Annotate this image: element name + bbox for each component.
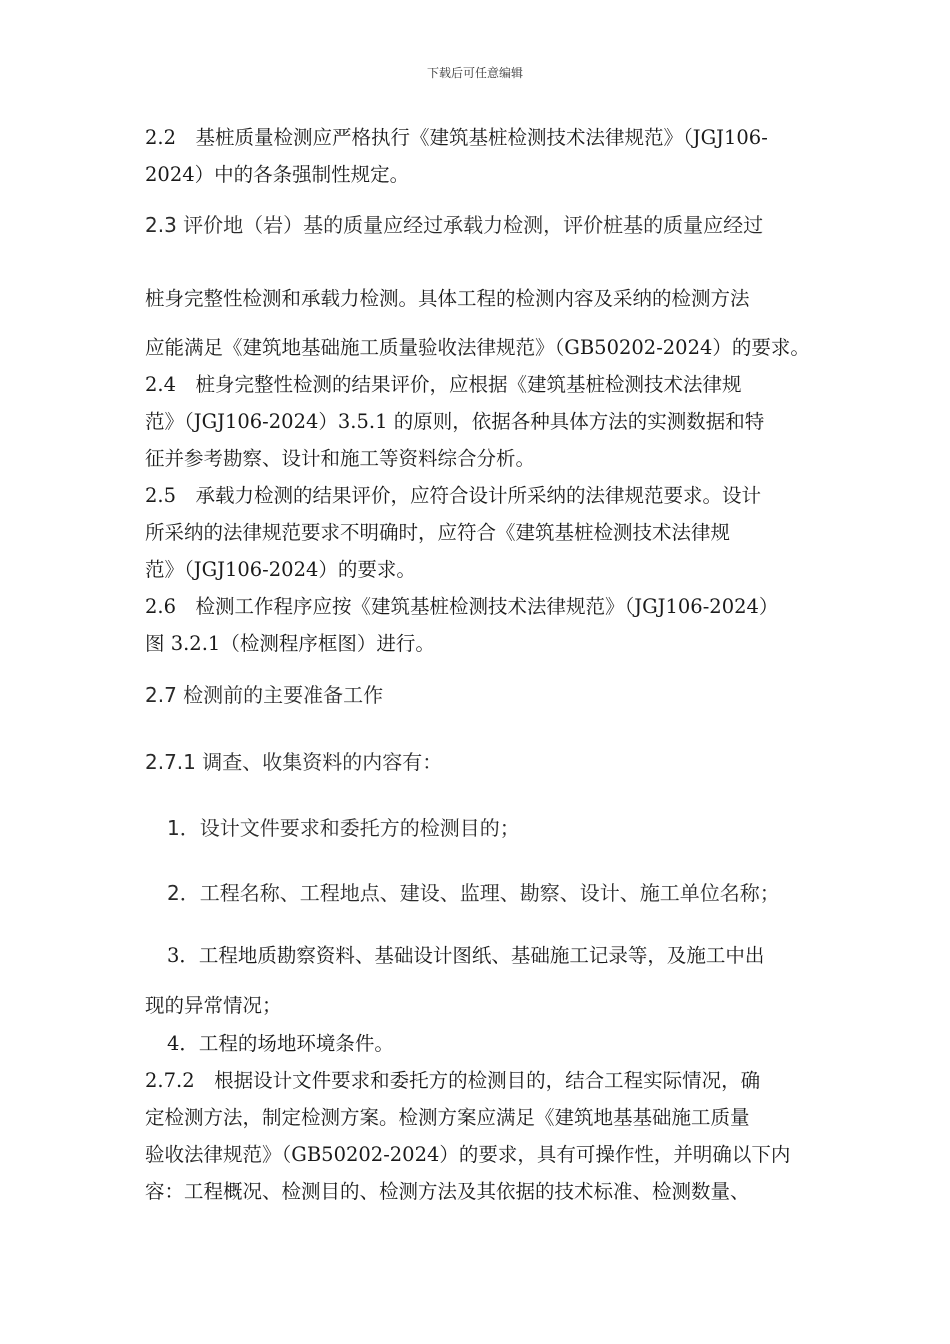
section-heading: 2.7 检测前的主要准备工作 xyxy=(145,683,384,707)
paragraph-line: 范》（JGJ106-2024）3.5.1 的原则，依据各种具体方法的实测数据和特 xyxy=(145,410,765,433)
paragraph-line: 桩身完整性检测和承载力检测。具体工程的检测内容及采纳的检测方法 xyxy=(145,287,750,310)
subsection-heading: 2.7.1 调查、收集资料的内容有： xyxy=(145,750,443,774)
paragraph-line: 2.7.2 根据设计文件要求和委托方的检测目的，结合工程实际情况，确 xyxy=(145,1069,761,1092)
list-item: 1．设计文件要求和委托方的检测目的； xyxy=(167,816,520,840)
list-item: 2．工程名称、工程地点、建设、监理、勘察、设计、施工单位名称； xyxy=(167,881,780,905)
paragraph-line: 容：工程概况、检测目的、检测方法及其依据的技术标准、检测数量、 xyxy=(145,1180,750,1203)
paragraph-line: 2024）中的各条强制性规定。 xyxy=(145,163,410,186)
paragraph-line: 现的异常情况； xyxy=(145,994,282,1017)
paragraph-line: 所采纳的法律规范要求不明确时，应符合《建筑基桩检测技术法律规 xyxy=(145,521,731,544)
paragraph-line: 验收法律规范》（GB50202-2024）的要求，具有可操作性，并明确以下内 xyxy=(145,1143,791,1166)
section-heading: 2.3 评价地（岩）基的质量应经过承载力检测，评价桩基的质量应经过 xyxy=(145,213,764,237)
paragraph-line: 2.4 桩身完整性检测的结果评价，应根据《建筑基桩检测技术法律规 xyxy=(145,373,742,396)
paragraph-line: 征并参考勘察、设计和施工等资料综合分析。 xyxy=(145,447,536,470)
paragraph-line: 范》（JGJ106-2024）的要求。 xyxy=(145,558,416,581)
paragraph-line: 2.6 检测工作程序应按《建筑基桩检测技术法律规范》（JGJ106-2024） xyxy=(145,595,779,618)
page-header: 下载后可任意编辑 xyxy=(426,66,523,80)
list-item: 4．工程的场地环境条件。 xyxy=(167,1032,394,1055)
paragraph-line: 应能满足《建筑地基础施工质量验收法律规范》（GB50202-2024）的要求。 xyxy=(145,336,810,359)
list-item: 3．工程地质勘察资料、基础设计图纸、基础施工记录等，及施工中出 xyxy=(167,944,765,967)
paragraph-line: 2.2 基桩质量检测应严格执行《建筑基桩检测技术法律规范》（JGJ106- xyxy=(145,126,768,149)
paragraph-line: 图 3.2.1（检测程序框图）进行。 xyxy=(145,632,435,655)
paragraph-line: 定检测方法，制定检测方案。检测方案应满足《建筑地基基础施工质量 xyxy=(145,1106,750,1129)
paragraph-line: 2.5 承载力检测的结果评价，应符合设计所采纳的法律规范要求。设计 xyxy=(145,484,762,507)
